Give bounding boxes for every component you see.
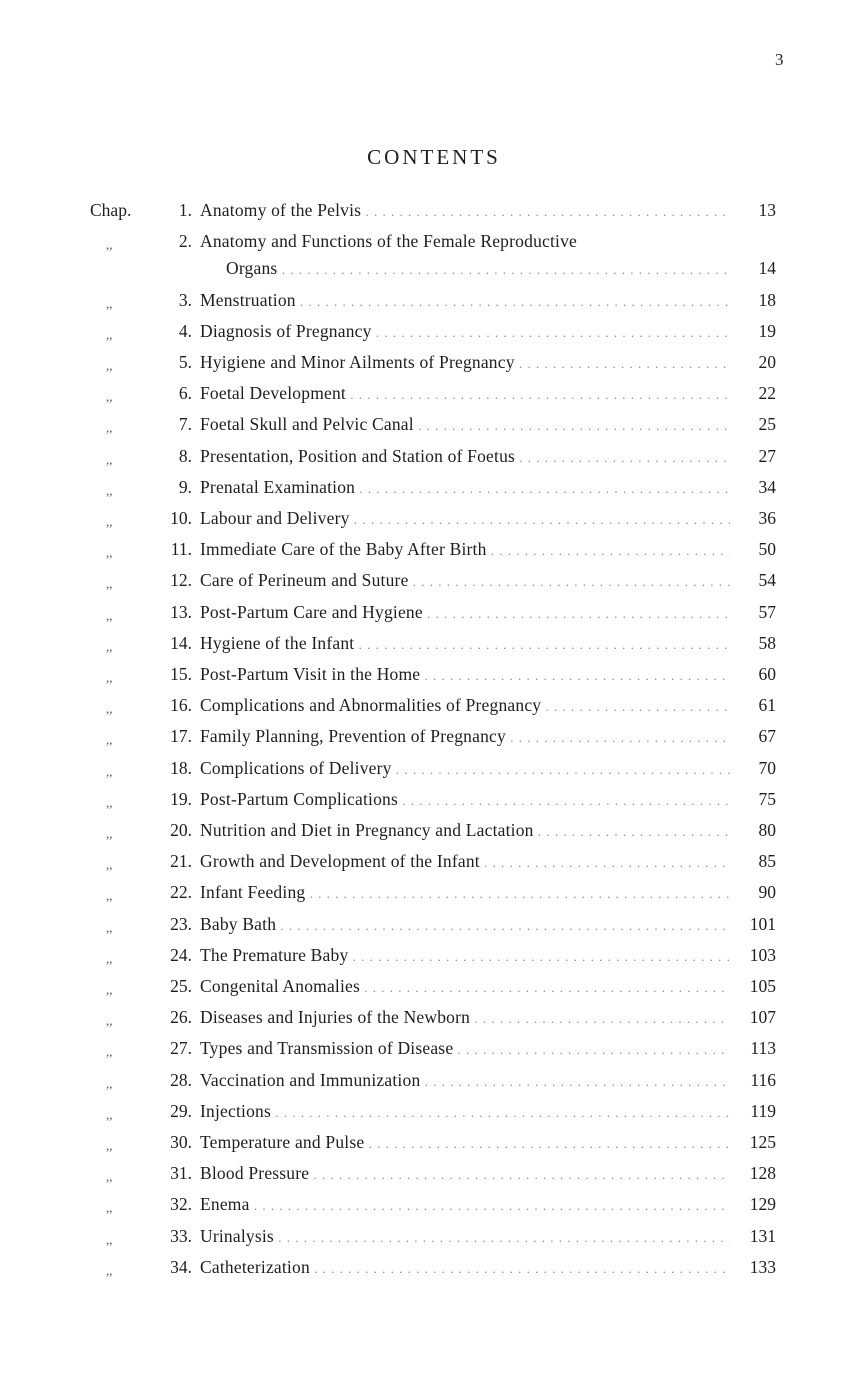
- ditto-mark: ,,: [106, 1262, 113, 1278]
- page-ref: 14: [758, 258, 776, 279]
- page-ref: 128: [749, 1163, 776, 1184]
- toc-entry: [90, 1257, 780, 1285]
- page-ref: 116: [750, 1069, 776, 1090]
- chapter-number: 13.: [170, 601, 192, 622]
- page-ref: 119: [750, 1100, 776, 1121]
- page-ref: 25: [758, 414, 776, 435]
- page-ref: 57: [758, 601, 776, 622]
- ditto-mark: ,,: [106, 701, 113, 717]
- chapter-title: Care of Perineum and Suture . . .: [200, 570, 730, 591]
- toc-entry: [90, 789, 780, 817]
- page-ref: 34: [758, 476, 776, 497]
- page-ref: 60: [758, 664, 776, 684]
- chapter-title: Enema . . .: [200, 1194, 730, 1215]
- page-number: 3: [775, 50, 784, 69]
- chapter-title: Family Planning, Prevention of Pregnancy . . .: [200, 726, 730, 747]
- chapter-number: 32.: [170, 1194, 192, 1215]
- ditto-mark: ,,: [106, 1044, 113, 1060]
- page-ref: 67: [758, 726, 776, 747]
- ditto-mark: ,,: [106, 1138, 113, 1153]
- ditto-mark: ,,: [106, 295, 113, 311]
- toc-entry: [90, 758, 780, 786]
- ditto-mark: ,,: [106, 670, 113, 685]
- toc-entry: [90, 1101, 780, 1129]
- chapter-title: Labour and Delivery . . .: [200, 508, 730, 529]
- chapter-number: 11.: [170, 539, 192, 560]
- chapter-title: Growth and Development of the Infant . . .: [200, 851, 730, 872]
- page-ref: 90: [758, 882, 776, 903]
- chapter-number: 21.: [170, 851, 192, 872]
- chapter-number: 12.: [170, 570, 192, 591]
- ditto-mark: ,,: [106, 514, 113, 529]
- chapter-number: 25.: [170, 976, 192, 996]
- ditto-mark: ,,: [106, 326, 113, 342]
- chapter-title: Foetal Skull and Pelvic Canal . . .: [200, 414, 730, 435]
- toc-entry: [90, 914, 780, 942]
- chapter-number: 33.: [170, 1225, 192, 1246]
- chapter-title: Post-Partum Complications . . .: [200, 789, 730, 810]
- chapter-number: 34.: [170, 1256, 192, 1277]
- ditto-mark: ,,: [106, 1231, 113, 1247]
- chapter-title: Infant Feeding . . .: [200, 882, 730, 903]
- toc-entry: [90, 477, 780, 505]
- ditto-mark: ,,: [106, 638, 113, 654]
- chapter-title: Hyigiene and Minor Ailments of Pregnancy . . .: [200, 352, 730, 373]
- toc-entry: [90, 508, 780, 536]
- chapter-title: Complications and Abnormalities of Pregnancy . . .: [200, 695, 730, 716]
- page-ref: 85: [758, 851, 776, 872]
- toc-entry: [90, 602, 780, 630]
- toc-entry: [90, 851, 780, 879]
- toc-entry: [90, 352, 780, 380]
- ditto-mark: ,,: [106, 607, 113, 623]
- ditto-mark: ,,: [106, 919, 113, 935]
- chapter-title: Foetal Development . . .: [200, 383, 730, 404]
- toc-entry: [90, 231, 780, 259]
- ditto-mark: ,,: [106, 794, 113, 810]
- ditto-mark: ,,: [106, 389, 113, 405]
- chapter-number: 19.: [170, 788, 192, 809]
- page-ref: 75: [758, 788, 776, 809]
- chapter-number: 20.: [170, 820, 192, 840]
- chapter-number: 24.: [170, 944, 192, 965]
- ditto-mark: ,,: [106, 763, 113, 779]
- page-ref: 18: [758, 289, 776, 310]
- page-ref: 80: [758, 820, 776, 840]
- toc-entry: [90, 695, 780, 723]
- toc-entry: [90, 446, 780, 474]
- chapter-title: Prenatal Examination . . .: [200, 477, 730, 498]
- toc-entry: [90, 1163, 780, 1191]
- chapter-title-continuation: Organs . . .: [226, 258, 730, 279]
- ditto-mark: ,,: [106, 482, 113, 498]
- ditto-mark: ,,: [106, 1106, 113, 1122]
- chapter-title: Diagnosis of Pregnancy . . .: [200, 321, 730, 342]
- page-ref: 103: [749, 944, 776, 965]
- toc-entry: [90, 882, 780, 910]
- table-of-contents: [90, 200, 780, 1280]
- page-ref: 70: [758, 757, 776, 778]
- ditto-mark: ,,: [106, 1200, 113, 1216]
- toc-entry-continuation: [90, 258, 780, 286]
- page-ref: 20: [758, 352, 776, 372]
- page-ref: 129: [749, 1194, 776, 1215]
- chapter-title: Diseases and Injuries of the Newborn . . .: [200, 1007, 730, 1028]
- toc-entry: [90, 633, 780, 661]
- chapter-number: 27.: [170, 1038, 192, 1059]
- page-ref: 101: [749, 913, 776, 934]
- chapter-number: 4.: [178, 320, 192, 341]
- page-ref: 36: [758, 508, 776, 528]
- toc-entry: [90, 726, 780, 754]
- chapter-label: Chap.: [90, 200, 132, 220]
- page-ref: 13: [758, 200, 776, 220]
- chapter-title: Baby Bath . . .: [200, 914, 730, 935]
- chapter-number: 16.: [170, 695, 192, 716]
- page-ref: 58: [758, 632, 776, 653]
- chapter-number: 6.: [178, 383, 192, 404]
- ditto-mark: ,,: [106, 576, 113, 592]
- chapter-number: 2.: [178, 231, 192, 252]
- chapter-title: Complications of Delivery . . .: [200, 758, 730, 779]
- chapter-title: Blood Pressure . . .: [200, 1163, 730, 1184]
- chapter-number: 10.: [170, 508, 192, 528]
- toc-entry: [90, 1038, 780, 1066]
- page-ref: 50: [758, 539, 776, 560]
- toc-entry: [90, 290, 780, 318]
- page-title: CONTENTS: [367, 145, 501, 169]
- ditto-mark: ,,: [106, 420, 113, 436]
- chapter-title: Vaccination and Immunization . . .: [200, 1070, 730, 1091]
- page-ref: 131: [749, 1225, 776, 1246]
- toc-entry: [90, 570, 780, 598]
- chapter-title: Congenital Anomalies . . .: [200, 976, 730, 997]
- toc-entry: [90, 1194, 780, 1222]
- ditto-mark: ,,: [106, 237, 113, 253]
- chapter-title: Urinalysis . . .: [200, 1226, 730, 1247]
- chapter-number: 23.: [170, 913, 192, 934]
- ditto-mark: ,,: [106, 857, 113, 873]
- chapter-number: 29.: [170, 1100, 192, 1121]
- chapter-number: 14.: [170, 632, 192, 653]
- ditto-mark: ,,: [106, 1075, 113, 1091]
- chapter-title: Presentation, Position and Station of Foetus . . .: [200, 446, 730, 467]
- chapter-number: 8.: [178, 445, 192, 466]
- page-ref: 113: [750, 1038, 776, 1059]
- chapter-title: Injections . . .: [200, 1101, 730, 1122]
- toc-entry: [90, 321, 780, 349]
- toc-entry: [90, 976, 780, 1004]
- chapter-number: 18.: [170, 757, 192, 778]
- chapter-number: 30.: [170, 1132, 192, 1152]
- ditto-mark: ,,: [106, 732, 113, 748]
- chapter-title: Nutrition and Diet in Pregnancy and Lactation . . .: [200, 820, 730, 841]
- chapter-number: 5.: [178, 352, 192, 372]
- ditto-mark: ,,: [106, 451, 113, 467]
- toc-entry: [90, 664, 780, 692]
- page-ref: 125: [749, 1132, 776, 1152]
- ditto-mark: ,,: [106, 1013, 113, 1029]
- toc-entry: [90, 414, 780, 442]
- chapter-number: 17.: [170, 726, 192, 747]
- chapter-number: 28.: [170, 1069, 192, 1090]
- chapter-number: 22.: [170, 882, 192, 903]
- page-ref: 54: [758, 570, 776, 591]
- chapter-title: Immediate Care of the Baby After Birth . . .: [200, 539, 730, 560]
- toc-entry: [90, 1132, 780, 1160]
- page-ref: 107: [749, 1007, 776, 1028]
- chapter-title: Types and Transmission of Disease . . .: [200, 1038, 730, 1059]
- page-ref: 133: [749, 1256, 776, 1277]
- chapter-title: Post-Partum Care and Hygiene . . .: [200, 602, 730, 623]
- chapter-number: 7.: [178, 414, 192, 435]
- chapter-title: Menstruation . . .: [200, 290, 730, 311]
- chapter-number: 26.: [170, 1007, 192, 1028]
- ditto-mark: ,,: [106, 888, 113, 904]
- page-ref: 105: [749, 976, 776, 996]
- ditto-mark: ,,: [106, 982, 113, 997]
- chapter-title: Anatomy and Functions of the Female Reproductive: [200, 231, 578, 252]
- toc-entry: [90, 200, 780, 228]
- ditto-mark: ,,: [106, 358, 113, 373]
- chapter-number: 1.: [178, 200, 192, 220]
- chapter-number: 3.: [178, 289, 192, 310]
- ditto-mark: ,,: [106, 826, 113, 841]
- chapter-title: Post-Partum Visit in the Home . . .: [200, 664, 730, 685]
- ditto-mark: ,,: [106, 1169, 113, 1185]
- page-ref: 27: [758, 445, 776, 466]
- toc-entry: [90, 1226, 780, 1254]
- chapter-title: Anatomy of the Pelvis . . .: [200, 200, 730, 221]
- chapter-title: Catheterization . . .: [200, 1257, 730, 1278]
- toc-entry: [90, 945, 780, 973]
- toc-entry: [90, 383, 780, 411]
- toc-entry: [90, 1070, 780, 1098]
- page-ref: 19: [758, 320, 776, 341]
- toc-entry: [90, 1007, 780, 1035]
- chapter-number: 9.: [178, 476, 192, 497]
- chapter-title: Temperature and Pulse . . .: [200, 1132, 730, 1153]
- page-ref: 22: [758, 383, 776, 404]
- ditto-mark: ,,: [106, 950, 113, 966]
- ditto-mark: ,,: [106, 545, 113, 561]
- chapter-number: 31.: [170, 1163, 192, 1184]
- toc-entry: [90, 539, 780, 567]
- chapter-title: Hygiene of the Infant . . .: [200, 633, 730, 654]
- chapter-title: The Premature Baby . . .: [200, 945, 730, 966]
- chapter-number: 15.: [170, 664, 192, 684]
- page-ref: 61: [758, 695, 776, 716]
- toc-entry: [90, 820, 780, 848]
